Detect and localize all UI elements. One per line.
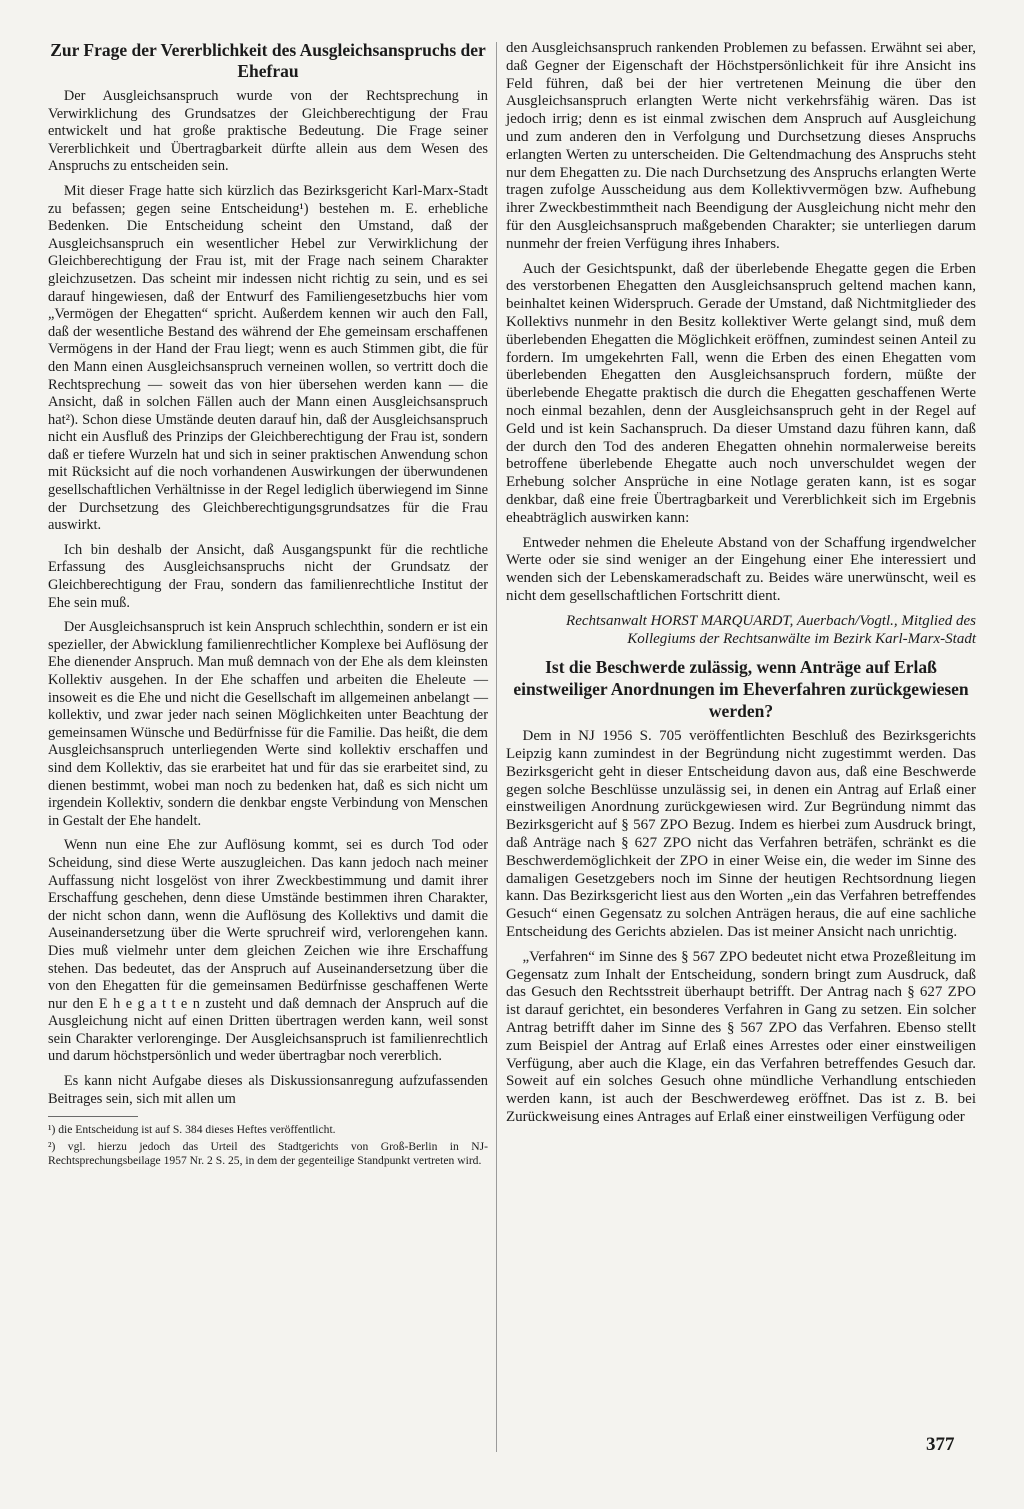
- paragraph: Auch der Gesichtspunkt, daß der überlebende Ehegatte gegen die Erben des verstorbenen Ehegatten den Ausgleichsanspruch geltend machen kann, beinhaltet keinen Widerspruch. Gerade der Umstand, daß Nichtmitglieder des Kollektivs nunmehr in den Besitz kollektiver Werte gelangt sind, muß dem überlebenden Ehegatten die Möglichkeit eröffnen, zumindest seinen Anteil zu fordern. Im umgekehrten Fall, wenn die Erben des einen Ehegatten vom überlebenden Ehegatten den Ausgleichsanspruch fordern, müßte der überlebende Ehegatte praktisch die durch die Ehegatten geschaffenen Werte noch einmal bezahlen, denn der Ausgleichsanspruch geht in der Regel auf Geld und ist kein Sachanspruch. Da dieser Umstand dazu führen kann, daß der durch den Tod des anderen Ehegatten ohnehin normalerweise bereits betroffene überlebende Ehegatte auch noch unverschuldet wegen der Erhebung solcher Ansprüche in eine Notlage geraten kann, ist es sogar denkbar, daß eine freie Übertragbarkeit und Vererblichkeit sich im Ergebnis eheabträglich auswirken kann:: [506, 260, 976, 526]
- footnote-rule: [48, 1116, 138, 1117]
- paragraph: Entweder nehmen die Eheleute Abstand von der Schaffung irgendwelcher Werte oder sie sind weniger an der Eingehung einer Ehe interessiert und wenden sich der Lebenskameradschaft zu. Beides wäre unerwünscht, weil es nicht dem gesellschaftlichen Fortschritt dient.: [506, 534, 976, 604]
- column-separator: [496, 42, 497, 1452]
- paragraph: Der Ausgleichsanspruch ist kein Anspruch schlechthin, sondern er ist ein spezieller, der Abwicklung familienrechtlicher Komplexe bei Auflösung der Ehe dienender Anspruch. Man muß demnach von der Ehe als dem kleinsten Kollektiv ausgehen. In der Ehe schaffen und arbeiten die Eheleute — insoweit es die Ehe und nicht die Gesellschaft im allgemeinen anbelangt — kollektiv, und zwar jeder nach seinen Möglichkeiten unter Beachtung der gemeinsamen Wünsche und Bedürfnisse für die Familie. Das heißt, die dem Ausgleichsanspruch unterliegenden Werte sind kollektiv erschaffen und sind dem Kollektiv, das sie erarbeitet hat und für das sie erarbeitet sind, zu dienen bestimmt, wobei man noch zu bedenken hat, daß es sich nicht um irgendein Kollektiv, sondern die denkbar engste Verbindung von Menschen in Gestalt der Ehe handelt.: [48, 619, 488, 829]
- paragraph: „Verfahren“ im Sinne des § 567 ZPO bedeutet nicht etwa Prozeßleitung im Gegensatz zum Inhalt der Entscheidung, sondern bringt zum Ausdruck, daß das Gesuch den Rechtsstreit überhaupt betrifft. Der Antrag nach § 627 ZPO ist darauf gerichtet, ein besonderes Verfahren in Gang zu setzen. Ein solcher Antrag betrifft daher im Sinne des § 567 ZPO das Verfahren. Ebenso stellt zum Beispiel der Antrag auf Erlaß eines Arrestes oder einer einstweiligen Verfügung, aber auch die Klage, ein das Verfahren betreffendes Gesuch dar. Soweit auf ein solches Gesuch ohne mündliche Verhandlung entschieden werden kann, ist auch der Beschwerdeweg eröffnet. Das ist z. B. bei Zurückweisung eines Antrages auf Erlaß einer einstweiligen Verfügung oder: [506, 948, 976, 1126]
- paragraph: Ich bin deshalb der Ansicht, daß Ausgangspunkt für die rechtliche Erfassung des Ausgleichsanspruchs nicht der Grundsatz der Gleichberechtigung der Frau, sondern das familienrechtliche Institut der Ehe sein muß.: [48, 541, 488, 611]
- paragraph: Der Ausgleichsanspruch wurde von der Rechtsprechung in Verwirklichung des Grundsatzes der Gleichberechtigung der Frau entwickelt und hat große praktische Bedeutung. Die Frage seiner Vererblichkeit und Übertragbarkeit dürfte allein aus dem Wesen des Anspruchs zu entscheiden sein.: [48, 88, 488, 175]
- article-title: Ist die Beschwerde zulässig, wenn Anträge auf Erlaß einstweiliger Anordnungen im Eheverfahren zurückgewiesen werden?: [513, 657, 969, 722]
- footnote: ²) vgl. hierzu jedoch das Urteil des Stadtgerichts von Groß-Berlin in NJ-Rechtsprechungsbeilage 1957 Nr. 2 S. 25, in dem der gegenteilige Standpunkt vertreten wird.: [48, 1140, 488, 1168]
- paragraph: Wenn nun eine Ehe zur Auflösung kommt, sei es durch Tod oder Scheidung, sind diese Werte auszugleichen. Das kann jedoch nach meiner Auffassung nicht losgelöst von ihrer Zweckbestimmung und damit ihrer Erschaffung geschehen, denn diese Umstände bestimmen ihren Charakter, der nicht schon dann, wenn die Auflösung des Kollektivs und damit die Auseinandersetzung über die Werte spruchreif wird, verlorengehen kann. Dies muß vielmehr unter dem gleichen Zeichen wie ihre Erschaffung stehen. Das bedeutet, das der Anspruch auf Auseinandersetzung über die von den Ehegatten für die gemeinsamen Bedürfnisse geschaffenen Werte nur den E h e g a t t e n zusteht und daß demnach der Anspruch auf die Ausgleichung nicht auf einen Dritten übertragen werden kann, weil sonst sein Charakter verlorenginge. Der Ausgleichsanspruch ist familienrechtlich und darum höchstpersönlich und weder übertragbar noch vererblich.: [48, 837, 488, 1065]
- article-title: Zur Frage der Vererblichkeit des Ausgleichsanspruchs der Ehefrau: [50, 40, 486, 81]
- right-column: [506, 40, 976, 1134]
- left-column: [48, 40, 488, 1171]
- footnote: ¹) die Entscheidung ist auf S. 384 dieses Heftes veröffentlicht.: [48, 1123, 336, 1137]
- paragraph: den Ausgleichsanspruch rankenden Problemen zu befassen. Erwähnt sei aber, daß Gegner der Eigenschaft der Höchstpersönlichkeit für ihre Ansicht ins Feld führen, daß bei der hier vertretenen Meinung die über den Ausgleichsanspruch erlangten Werte nicht verkehrsfähig wären. Das ist jedoch irrig; denn es ist einmal zwischen dem Anspruch auf Ausgleichung und zum anderen den in Verfolgung und Durchsetzung dieses Anspruchs erlangten Werten zu unterscheiden. Die Geltendmachung des Anspruchs steht nur dem Ehegatten zu. Die nach Durchsetzung des Anspruchs erlangten Werte tragen zufolge Ausscheidung aus dem Kollektivvermögen bzw. Aufhebung ihrer Zweckbestimmtheit nach Beendigung der Ausgleichung nicht mehr den für den Ausgleichsanspruch maßgebenden Charakter; sie unterliegen darum nunmehr der freien Verfügung ihres Inhabers.: [506, 40, 976, 252]
- page-number: 377: [926, 1434, 955, 1455]
- author-signature: Rechtsanwalt HORST MARQUARDT, Auerbach/Vogtl., Mitglied des Kollegiums der Rechtsanwälte im Bezirk Karl-Marx-Stadt: [566, 612, 976, 647]
- paragraph: Mit dieser Frage hatte sich kürzlich das Bezirksgericht Karl-Marx-Stadt zu befassen; gegen seine Entscheidung¹) bestehen m. E. erhebliche Bedenken. Die Entscheidung scheint den Umstand, daß der Ausgleichsanspruch ein wesentlicher Hebel zur Verwirklichung der Gleichberechtigung der Frau ist, mit der Frage nach seinem Charakter gleichzusetzen. Das scheint mir indessen nicht richtig zu sein, und es sei darauf hingewiesen, daß der Entwurf des Familiengesetzbuchs hier vom „Vermögen der Ehegatten“ spricht. Außerdem kennen wir auch den Fall, daß der wesentliche Bestand des während der Ehe gemeinsam erschaffenen Vermögens in der Hand der Frau liegt; wenn es auch Stimmen gibt, die für den Mann einen Ausgleichsanspruch verneinen wollen, so vertritt doch die Rechtsprechung — soweit das von hier übersehen werden kann — die Ansicht, daß in solchen Fällen auch der Mann einen Ausgleichsanspruch hat²). Schon diese Umstände deuten darauf hin, daß der Ausgleichsanspruch nicht ein Ausfluß des Prinzips der Gleichberechtigung der Frau ist, sondern daß er tiefere Wurzeln hat und sich in seiner praktischen Anwendung schon mit Rücksicht auf die noch vorhandenen Auswirkungen der überwundenen gesellschaftlichen Verhältnisse in der Regel lediglich überwiegend im Sinne der Durchsetzung des Gleichberechtigungsgrundsatzes für die Frau auswirkt.: [48, 182, 488, 534]
- paragraph: Es kann nicht Aufgabe dieses als Diskussionsanregung aufzufassenden Beitrages sein, sich mit allen um: [48, 1073, 488, 1107]
- paragraph: Dem in NJ 1956 S. 705 veröffentlichten Beschluß des Bezirksgerichts Leipzig kann zumindest in der Begründung nicht zugestimmt werden. Das Bezirksgericht geht in dieser Entscheidung davon aus, daß eine Beschwerde gegen solche Beschlüsse unzulässig sei, in denen ein Antrag auf Erlaß einer einstweiligen Anordnung zurückgewiesen wird. Zur Begründung nimmt das Bezirksgericht auf § 567 ZPO Bezug. Indem es hierbei zum Ausdruck bringt, daß Anträge nach § 627 ZPO nicht das Verfahren beträfen, schränkt es die Beschwerdemöglichkeit der ZPO in einer Weise ein, die weder im Sinne des damaligen Gesetzgebers noch im Sinne der heutigen Rechtsordnung liegen kann. Das Bezirksgericht liest aus den Worten „ein das Verfahren betreffendes Gesuch“ einen Gegensatz zu solchen Anträgen heraus, die auf eine sachliche Entscheidung des Gerichts abzielen. Das ist meiner Ansicht nach unrichtig.: [506, 728, 976, 941]
